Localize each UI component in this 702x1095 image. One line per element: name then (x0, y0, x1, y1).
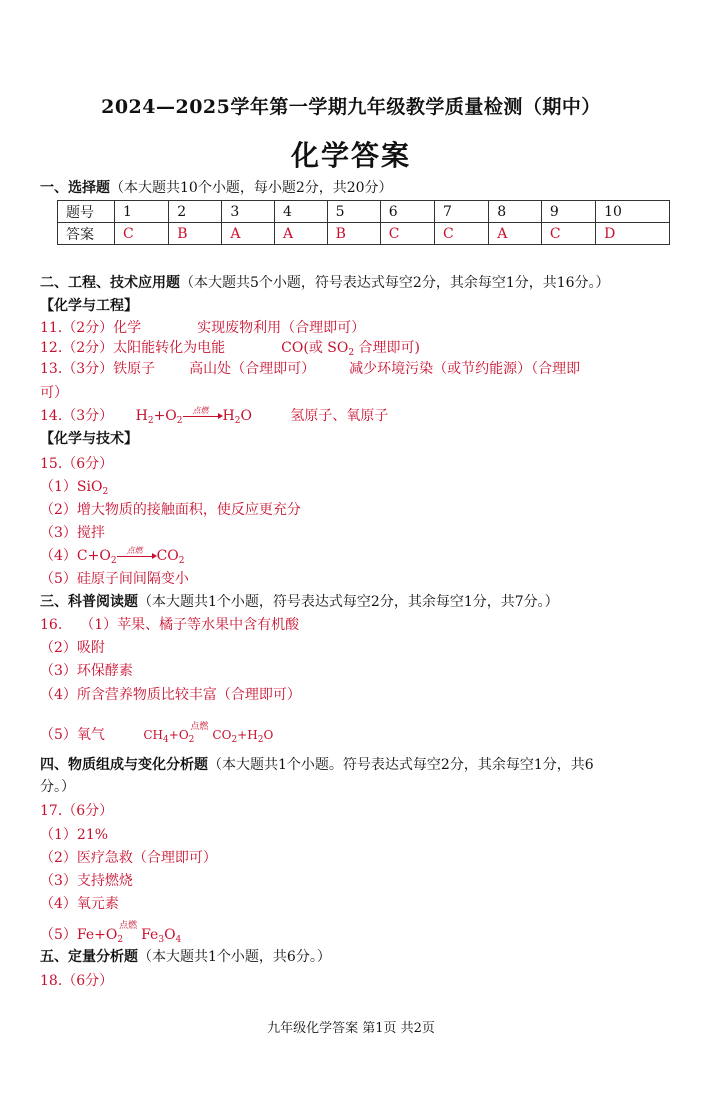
q14-eq-plus: +O (153, 408, 177, 424)
q12-label: 12.（2分） (40, 340, 114, 356)
q13-answer-cont: 可） (40, 385, 68, 401)
q15-a4-sub: 2 (110, 556, 117, 566)
q16-eq-part: +O (168, 728, 189, 742)
q13-answer (40, 359, 580, 379)
q11-a2: 实现废物利用（合理即可） (197, 320, 366, 336)
q11-answer (40, 318, 365, 338)
section-1-desc: （本大题共10个小题，每小题2分，共20分） (110, 180, 393, 196)
table-cell-number: 6 (380, 201, 434, 223)
section-4-title: 四、物质组成与变化分析题 (40, 757, 208, 773)
reaction-arrow-icon (117, 546, 157, 562)
page-title: 2024—2025学年第一学期九年级教学质量检测（期中） (101, 96, 601, 118)
q17-a3: （3）支持燃烧 (40, 873, 133, 889)
section-2-title: 二、工程、技术应用题 (40, 275, 180, 291)
section-3-title: 三、科普阅读题 (40, 594, 138, 610)
q14-eq-sub: 2 (147, 416, 154, 426)
section-4-desc-cont: 分。） (40, 779, 75, 795)
q12-a2: CO(或 SO (281, 340, 349, 356)
page-footer: 九年级化学答案 第1页 共2页 (267, 1021, 435, 1036)
reaction-condition-mark (190, 721, 212, 743)
table-header-number: 题号 (58, 201, 115, 223)
q13-a3: 减少环境污染（或节约能源）（合理即 (349, 361, 581, 377)
section-4-heading (40, 755, 594, 775)
table-cell-answer: A (274, 223, 327, 245)
table-cell-number: 10 (596, 201, 670, 223)
q15-a1 (40, 477, 108, 502)
q16-eq-sub: 2 (257, 735, 264, 745)
reaction-condition: 点燃 (192, 406, 209, 415)
q14-eq-sub: 2 (176, 416, 183, 426)
q16-eq-sub: 2 (231, 735, 238, 745)
table-cell-number: 4 (274, 201, 327, 223)
q15-a4-text: （4）C+O (40, 548, 111, 564)
q12-a2-sub: 2 (348, 348, 355, 358)
table-cell-number: 2 (169, 201, 222, 223)
q16-equation (143, 721, 274, 745)
section-2-heading (40, 273, 610, 293)
q16-a4: （4）所含营养物质比较丰富（合理即可） (40, 687, 301, 703)
q13-a1: 铁原子 (113, 361, 156, 377)
table-row-numbers (58, 201, 670, 223)
q14-eq-prod: H (222, 408, 235, 424)
q13-a2: 高山处（合理即可） (189, 361, 316, 377)
q15-a4-prod: CO (156, 548, 179, 564)
table-cell-answer: B (169, 223, 222, 245)
table-cell-answer: B (327, 223, 380, 245)
table-cell-answer: C (434, 223, 488, 245)
q12-a2-post: 合理即可) (354, 340, 420, 356)
section-5-title: 五、定量分析题 (40, 949, 138, 965)
q16-a1-text: （1）苹果、橘子等水果中含有机酸 (80, 617, 300, 633)
table-cell-number: 9 (541, 201, 595, 223)
table-cell-answer: C (380, 223, 434, 245)
q15-a4-prod-sub: 2 (178, 556, 185, 566)
reaction-condition: 点燃 (126, 546, 143, 555)
q16-eq-sub: 2 (188, 735, 195, 745)
q15-a4 (40, 546, 185, 571)
table-cell-answer: C (115, 223, 169, 245)
q17-a4: （4）氧元素 (40, 896, 119, 912)
q14-label: 14.（3分） (40, 408, 114, 424)
reaction-condition-mark (119, 921, 141, 942)
section-2-desc: （本大题共5个小题，符号表达式每空2分，其余每空1分，共16分。） (180, 275, 610, 291)
table-cell-answer: D (596, 223, 670, 245)
q13-label: 13.（3分） (40, 361, 114, 377)
q15-a2: （2）增大物质的接触面积，使反应更充分 (40, 502, 301, 518)
table-cell-number: 5 (327, 201, 380, 223)
q12-a1: 太阳能转化为电能 (113, 340, 226, 356)
q17-a5-prod: Fe (141, 927, 159, 943)
q17-a5-sub: 4 (175, 935, 182, 945)
q16-eq-part: CO (212, 728, 232, 742)
q17-label: 17.（6分） (40, 803, 114, 819)
q14-eq-prod-post: O (240, 408, 252, 424)
q14-equation (136, 408, 252, 424)
q18-label: 18.（6分） (40, 973, 114, 989)
q16-eq-part: CH (143, 728, 164, 742)
q17-a2: （2）医疗急救（合理即可） (40, 850, 217, 866)
subsection-engineering: 【化学与工程】 (40, 298, 138, 314)
q11-label: 11.（2分） (40, 320, 114, 336)
q16-a1 (40, 615, 299, 635)
q16-eq-part: +H (237, 728, 258, 742)
subsection-technology: 【化学与技术】 (40, 431, 138, 447)
section-1-title: 一、选择题 (40, 180, 110, 196)
q16-label: 16. (40, 617, 63, 633)
table-row-answers (58, 223, 670, 245)
q14-eq-h: H (135, 408, 148, 424)
table-cell-number: 1 (115, 201, 169, 223)
q14-eq-sub: 2 (234, 416, 241, 426)
q15-a1-text: （1）SiO (40, 479, 103, 495)
q16-eq-sub: 4 (163, 735, 169, 745)
table-cell-number: 7 (434, 201, 488, 223)
answer-table (57, 200, 670, 245)
q17-a5-text: （5）Fe+O (40, 927, 118, 943)
q16-a5 (40, 721, 274, 750)
q16-a5-text: （5）氧气 (40, 727, 105, 743)
q17-a5-sub: 2 (117, 935, 124, 945)
q14-answer (40, 406, 388, 431)
table-cell-answer: A (222, 223, 275, 245)
q11-a1: 化学 (113, 320, 142, 336)
q15-a3: （3）搅拌 (40, 525, 105, 541)
q16-a3: （3）环保酵素 (40, 663, 133, 679)
q17-a5-prod: O (164, 927, 176, 943)
reaction-condition: 点燃 (190, 721, 209, 732)
table-cell-number: 8 (489, 201, 542, 223)
section-3-desc: （本大题共1个小题，符号表达式每空2分，其余每空1分，共7分。） (138, 594, 559, 610)
section-5-desc: （本大题共1个小题，共6分。） (138, 949, 331, 965)
table-header-answer: 答案 (58, 223, 115, 245)
q15-a1-sub: 2 (102, 487, 109, 497)
table-cell-answer: C (541, 223, 595, 245)
q16-a2: （2）吸附 (40, 640, 105, 656)
section-1-heading (40, 178, 393, 198)
reaction-arrow-icon (183, 406, 223, 422)
reaction-condition: 点燃 (119, 921, 138, 931)
section-5-heading (40, 947, 331, 967)
section-3-heading (40, 592, 559, 612)
q17-a5-sub: 3 (158, 935, 165, 945)
section-4-desc: （本大题共1个小题。符号表达式每空2分，其余每空1分，共6 (208, 757, 594, 773)
q16-eq-part: O (263, 728, 274, 742)
table-cell-number: 3 (222, 201, 275, 223)
page-subtitle: 化学答案 (290, 139, 411, 172)
q15-label: 15.（6分） (40, 456, 114, 472)
q17-a1: （1）21% (40, 827, 109, 843)
q15-a5: （5）硅原子间间隔变小 (40, 571, 189, 587)
table-cell-answer: A (489, 223, 542, 245)
q14-a2: 氢原子、氧原子 (290, 408, 389, 424)
